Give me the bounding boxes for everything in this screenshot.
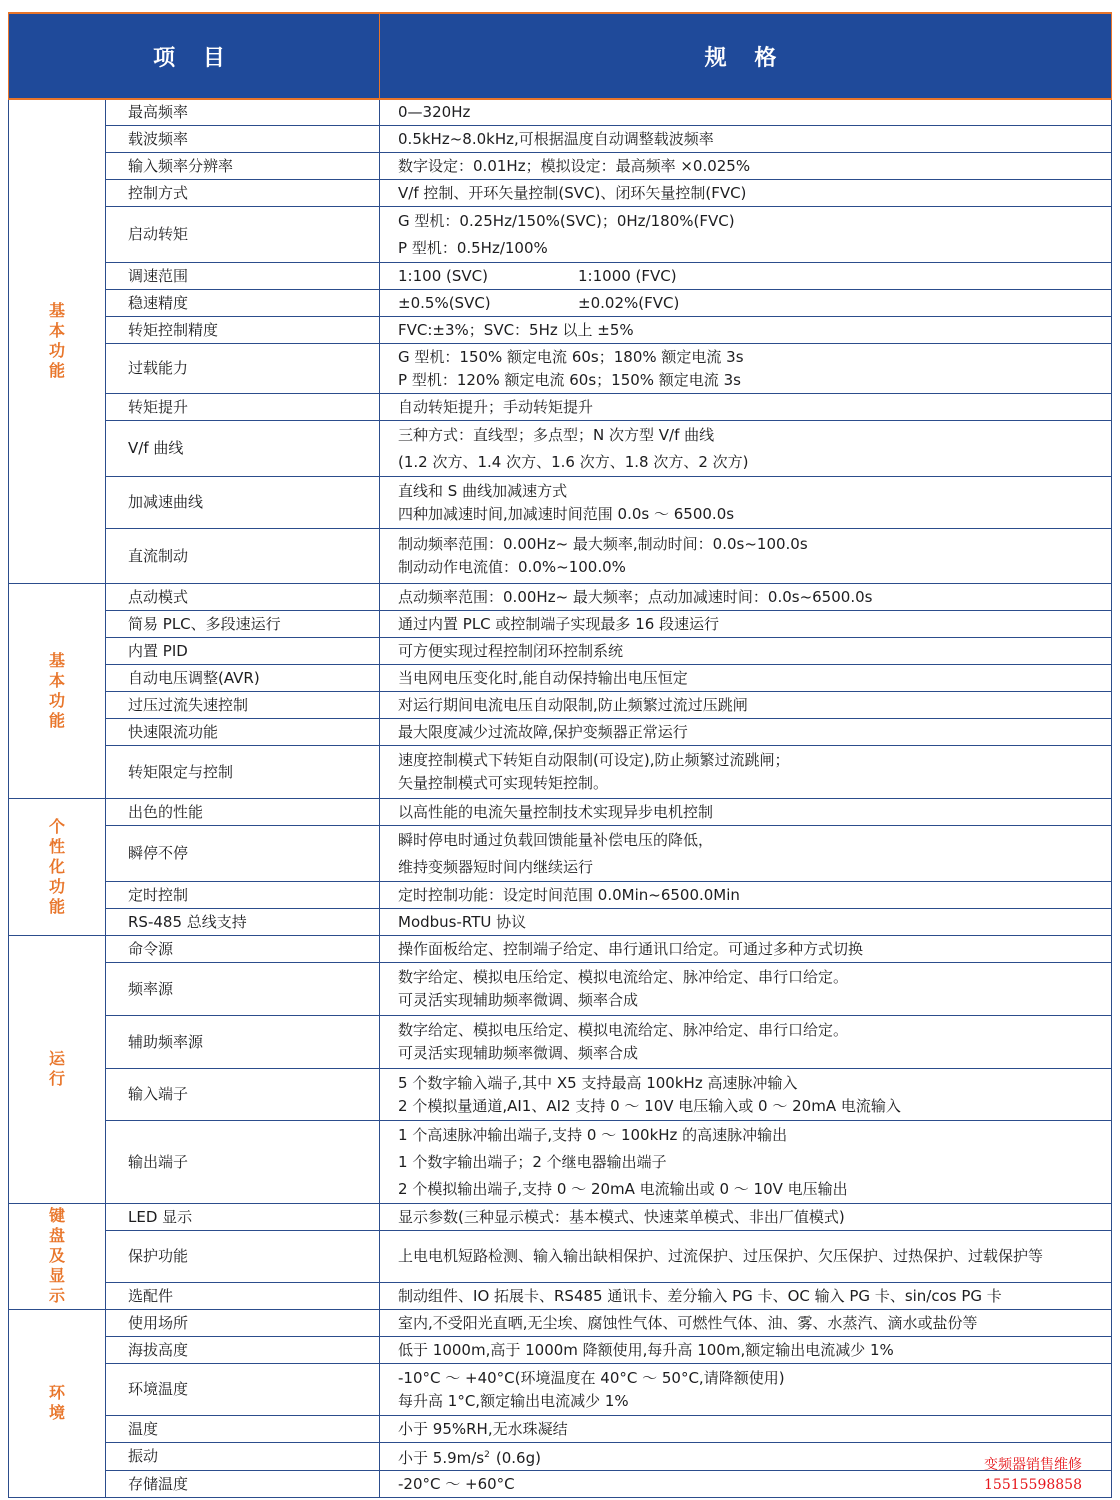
table-row — [9, 289, 1112, 316]
item-label: RS-485 总线支持 — [128, 912, 247, 931]
item-label: 转矩控制精度 — [128, 320, 219, 339]
spec-line: 每升高 1°C,额定输出电流减少 1% — [398, 1391, 629, 1410]
table-row — [9, 1203, 1112, 1230]
table-row — [9, 637, 1112, 664]
spec-lines — [398, 884, 1103, 907]
item-label: 选配件 — [128, 1286, 174, 1305]
item-cell — [106, 125, 380, 152]
spec-line: -10°C ～ +40°C(环境温度在 40°C ～ 50°C,请降额使用) — [398, 1368, 785, 1387]
spec-cell — [380, 1363, 1112, 1415]
spec-cell — [380, 316, 1112, 343]
spec-line: 瞬时停电时通过负载回馈能量补偿电压的降低， — [398, 830, 714, 849]
spec-line: 1 个高速脉冲输出端子,支持 0 ～ 100kHz 的高速脉冲输出 — [398, 1125, 788, 1144]
spec-lines — [398, 966, 1103, 1012]
item-label: 直流制动 — [128, 546, 189, 565]
spec-cell — [380, 99, 1112, 125]
spec-cell — [380, 935, 1112, 962]
item-label: 辅助频率源 — [128, 1032, 204, 1051]
spec-line: 定时控制功能：设定时间范围 0.0Min~6500.0Min — [398, 885, 740, 904]
spec-line: 直线和 S 曲线加减速方式 — [398, 481, 568, 500]
table-row — [9, 935, 1112, 962]
spec-lines — [398, 1206, 1103, 1229]
spec-line: 2 个模拟量通道,AI1、AI2 支持 0 ～ 10V 电压输入或 0 ～ 20mA 电流输入 — [398, 1096, 901, 1115]
spec-cell — [380, 393, 1112, 420]
spec-line: 1 个数字输出端子；2 个继电器输出端子 — [398, 1152, 667, 1171]
spec-cell — [380, 420, 1112, 476]
item-cell — [106, 908, 380, 935]
spec-lines — [398, 827, 1103, 881]
spec-cell — [380, 1120, 1112, 1203]
spec-lines — [398, 613, 1103, 636]
category-cell — [9, 1203, 106, 1309]
spec-lines — [398, 938, 1103, 961]
item-label: 保护功能 — [128, 1247, 189, 1265]
table-header — [9, 13, 1112, 99]
spec-line: 低于 1000m,高于 1000m 降额使用,每升高 100m,额定输出电流减少 1% — [398, 1340, 894, 1359]
spec-cell — [380, 610, 1112, 637]
spec-part: ±0.02%(FVC) — [578, 293, 680, 312]
item-label: 启动转矩 — [128, 225, 189, 243]
table-row — [9, 1442, 1112, 1470]
spec-lines — [398, 101, 1103, 124]
spec-cell — [380, 289, 1112, 316]
spec-lines — [398, 911, 1103, 934]
spec-line: G 型机：0.25Hz/150%(SVC)；0Hz/180%(FVC) — [398, 211, 735, 230]
item-label: 自动电压调整(AVR) — [128, 668, 260, 687]
category-label: 运行 — [48, 1049, 65, 1088]
item-cell — [106, 99, 380, 125]
category-cell — [9, 798, 106, 935]
category-label: 基本功能 — [48, 301, 65, 381]
item-label: 振动 — [128, 1447, 159, 1465]
item-cell — [106, 935, 380, 962]
spec-lines — [398, 396, 1103, 419]
spec-line: 可灵活实现辅助频率微调、频率合成 — [398, 991, 639, 1009]
table-row — [9, 1230, 1112, 1282]
spec-cell — [380, 962, 1112, 1015]
item-label: 加减速曲线 — [128, 493, 204, 511]
table-row — [9, 1068, 1112, 1120]
item-cell — [106, 1230, 380, 1282]
item-label: LED 显示 — [128, 1207, 193, 1226]
spec-lines — [398, 640, 1103, 663]
spec-lines — [398, 533, 1103, 579]
table-row — [9, 1015, 1112, 1068]
spec-line: 小于 95%RH,无水珠凝结 — [398, 1419, 568, 1438]
superscript: 2 — [484, 1449, 490, 1460]
spec-cell — [380, 908, 1112, 935]
table-row — [9, 798, 1112, 825]
spec-cell — [380, 718, 1112, 745]
item-cell — [106, 1363, 380, 1415]
spec-cell — [380, 1230, 1112, 1282]
table-row — [9, 179, 1112, 206]
spec-line: 5 个数字输入端子,其中 X5 支持最高 100kHz 高速脉冲输入 — [398, 1073, 798, 1092]
spec-line: 数字设定：0.01Hz；模拟设定：最高频率 ×0.025% — [398, 156, 751, 175]
item-label: 内置 PID — [128, 641, 188, 660]
item-label: 出色的性能 — [128, 802, 204, 821]
item-label: 海拔高度 — [128, 1340, 189, 1359]
table-row — [9, 664, 1112, 691]
item-cell — [106, 1120, 380, 1203]
table-row — [9, 262, 1112, 289]
spec-cell — [380, 637, 1112, 664]
spec-cell — [380, 1282, 1112, 1309]
spec-line: 可方便实现过程控制闭环控制系统 — [398, 641, 624, 660]
spec-part: 1:1000 (FVC) — [578, 266, 677, 285]
spec-line: (1.2 次方、1.4 次方、1.6 次方、1.8 次方、2 次方) — [398, 452, 749, 471]
item-label: 定时控制 — [128, 885, 189, 904]
item-label: 点动模式 — [128, 587, 189, 606]
spec-lines — [398, 1019, 1103, 1065]
table-row — [9, 583, 1112, 610]
table-row — [9, 610, 1112, 637]
spec-lines — [398, 586, 1103, 609]
spec-lines — [398, 1072, 1103, 1118]
spec-line: 显示参数(三种显示模式：基本模式、快速菜单模式、非出厂值模式) — [398, 1207, 845, 1226]
item-cell — [106, 289, 380, 316]
spec-lines — [398, 346, 1103, 392]
spec-part: (0.6g) — [495, 1448, 541, 1467]
table-row — [9, 881, 1112, 908]
spec-line: 自动转矩提升；手动转矩提升 — [398, 397, 594, 416]
item-label: 载波频率 — [128, 129, 189, 148]
item-cell — [106, 1068, 380, 1120]
spec-line: 操作面板给定、控制端子给定、串行通讯口给定。可通过多种方式切换 — [398, 939, 864, 958]
spec-cell — [380, 1415, 1112, 1442]
table-row — [9, 1282, 1112, 1309]
item-cell — [106, 583, 380, 610]
table-row — [9, 962, 1112, 1015]
item-cell — [106, 825, 380, 881]
table-row — [9, 1470, 1112, 1497]
category-label: 基本功能 — [48, 650, 65, 730]
spec-line: V/f 控制、开环矢量控制(SVC)、闭环矢量控制(FVC) — [398, 183, 747, 202]
table-row — [9, 745, 1112, 798]
spec-line: FVC:±3%；SVC：5Hz 以上 ±5% — [398, 320, 634, 339]
spec-lines — [398, 721, 1103, 744]
table-row — [9, 393, 1112, 420]
item-cell — [106, 1336, 380, 1363]
spec-cell — [380, 262, 1112, 289]
spec-cell — [380, 825, 1112, 881]
item-label: 输入频率分辨率 — [128, 156, 234, 175]
item-cell — [106, 420, 380, 476]
spec-lines — [398, 694, 1103, 717]
watermark — [984, 1455, 1082, 1495]
item-cell — [106, 798, 380, 825]
item-cell — [106, 637, 380, 664]
spec-lines — [398, 422, 1103, 476]
table-row — [9, 1120, 1112, 1203]
spec-cell — [380, 881, 1112, 908]
spec-line: P 型机：120% 额定电流 60s；150% 额定电流 3s — [398, 370, 741, 389]
category-label: 环境 — [48, 1383, 65, 1422]
item-label: 稳速精度 — [128, 293, 189, 312]
spec-line: Modbus-RTU 协议 — [398, 912, 527, 931]
item-cell — [106, 179, 380, 206]
spec-line: 对运行期间电流电压自动限制,防止频繁过流过压跳闸 — [398, 695, 748, 714]
item-label: 转矩提升 — [128, 397, 189, 416]
spec-line: P 型机：0.5Hz/100% — [398, 238, 548, 257]
item-cell — [106, 476, 380, 528]
item-label: 简易 PLC、多段速运行 — [128, 614, 281, 633]
item-cell — [106, 152, 380, 179]
spec-line: 可灵活实现辅助频率微调、频率合成 — [398, 1044, 639, 1062]
table-row — [9, 528, 1112, 583]
table-row — [9, 908, 1112, 935]
item-cell — [106, 745, 380, 798]
spec-cell — [380, 798, 1112, 825]
item-cell — [106, 664, 380, 691]
item-label: 温度 — [128, 1419, 159, 1438]
item-label: 控制方式 — [128, 183, 189, 202]
table-body — [9, 99, 1112, 1497]
header-item-column: 项 目 — [9, 13, 380, 99]
category-cell — [9, 99, 106, 583]
spec-cell — [380, 528, 1112, 583]
spec-line: 室内,不受阳光直晒,无尘埃、腐蚀性气体、可燃性气体、油、雾、水蒸汽、滴水或盐份等 — [398, 1313, 978, 1332]
spec-cell — [380, 1015, 1112, 1068]
spec-cell — [380, 152, 1112, 179]
spec-line: 数字给定、模拟电压给定、模拟电流给定、脉冲给定、串行口给定。 — [398, 968, 849, 986]
spec-part: 小于 5.9m/s — [398, 1448, 485, 1467]
spec-cell — [380, 179, 1112, 206]
table-row — [9, 1309, 1112, 1336]
table-row — [9, 718, 1112, 745]
spec-line: 上电电机短路检测、输入输出缺相保护、过流保护、过压保护、欠压保护、过热保护、过载保护等 — [398, 1247, 1044, 1265]
item-label: 过载能力 — [128, 359, 189, 377]
table-row — [9, 99, 1112, 125]
spec-line: 制动组件、IO 拓展卡、RS485 通讯卡、差分输入 PG 卡、OC 输入 PG 卡、sin/cos PG 卡 — [398, 1286, 1002, 1305]
spec-line: 制动动作电流值：0.0%~100.0% — [398, 558, 626, 576]
category-cell — [9, 583, 106, 798]
item-cell — [106, 343, 380, 393]
table-row — [9, 476, 1112, 528]
table-row — [9, 125, 1112, 152]
spec-lines — [398, 155, 1103, 178]
spec-line: 维持变频器短时间内继续运行 — [398, 857, 594, 876]
item-label: 输入端子 — [128, 1085, 189, 1103]
spec-cell — [380, 664, 1112, 691]
item-label: 最高频率 — [128, 103, 189, 122]
spec-cell — [380, 745, 1112, 798]
item-cell — [106, 1470, 380, 1497]
table-row — [9, 1336, 1112, 1363]
item-label: 环境温度 — [128, 1380, 189, 1398]
table-row — [9, 316, 1112, 343]
spec-cell — [380, 1336, 1112, 1363]
spec-line: 当电网电压变化时,能自动保持输出电压恒定 — [398, 668, 688, 687]
item-label: 输出端子 — [128, 1152, 189, 1171]
watermark-phone: 15515598858 — [984, 1477, 1082, 1493]
item-cell — [106, 1309, 380, 1336]
spec-cell — [380, 343, 1112, 393]
item-label: 使用场所 — [128, 1313, 189, 1332]
spec-line: 0—320Hz — [398, 103, 471, 122]
spec-cell — [380, 1068, 1112, 1120]
spec-cell — [380, 691, 1112, 718]
item-cell — [106, 1442, 380, 1470]
header-spec-column: 规 格 — [380, 13, 1112, 99]
spec-table — [8, 12, 1112, 1498]
item-cell — [106, 316, 380, 343]
item-label: 频率源 — [128, 979, 174, 998]
spec-line: 通过内置 PLC 或控制端子实现最多 16 段速运行 — [398, 614, 720, 633]
category-label: 个性化功能 — [48, 816, 65, 916]
item-cell — [106, 962, 380, 1015]
item-cell — [106, 1282, 380, 1309]
spec-line — [398, 265, 1103, 288]
item-label: 存储温度 — [128, 1474, 189, 1493]
item-cell — [106, 610, 380, 637]
item-label: 命令源 — [128, 939, 174, 958]
spec-lines — [398, 1367, 1103, 1413]
spec-line: 制动频率范围：0.00Hz~ 最大频率,制动时间：0.0s~100.0s — [398, 535, 808, 553]
spec-part: ±0.5%(SVC) — [398, 293, 491, 312]
category-cell — [9, 1309, 106, 1497]
spec-line: 速度控制模式下转矩自动限制(可设定),防止频繁过流跳闸； — [398, 751, 790, 769]
spec-lines — [398, 1285, 1103, 1308]
spec-line: G 型机：150% 额定电流 60s；180% 额定电流 3s — [398, 347, 744, 366]
spec-line: 以高性能的电流矢量控制技术实现异步电机控制 — [398, 802, 714, 821]
item-cell — [106, 262, 380, 289]
spec-lines — [398, 480, 1103, 526]
spec-lines — [398, 208, 1103, 262]
spec-line: -20°C ～ +60°C — [398, 1474, 515, 1493]
spec-lines — [398, 667, 1103, 690]
spec-line: 点动频率范围：0.00Hz~ 最大频率；点动加减速时间：0.0s~6500.0s — [398, 587, 873, 606]
item-cell — [106, 528, 380, 583]
item-cell — [106, 691, 380, 718]
table-row — [9, 206, 1112, 262]
category-cell — [9, 935, 106, 1203]
item-label: 转矩限定与控制 — [128, 762, 234, 781]
spec-line: 数字给定、模拟电压给定、模拟电流给定、脉冲给定、串行口给定。 — [398, 1021, 849, 1039]
item-cell — [106, 206, 380, 262]
spec-lines — [398, 1339, 1103, 1362]
item-label: 过压过流失速控制 — [128, 695, 249, 714]
spec-part: 1:100 (SVC) — [398, 266, 488, 285]
table-row — [9, 1363, 1112, 1415]
table-row — [9, 1415, 1112, 1442]
spec-line: 0.5kHz~8.0kHz,可根据温度自动调整载波频率 — [398, 129, 714, 148]
item-label: V/f 曲线 — [128, 439, 184, 457]
spec-line: 三种方式：直线型；多点型；N 次方型 V/f 曲线 — [398, 425, 715, 444]
spec-lines — [398, 1245, 1103, 1268]
spec-lines — [398, 1418, 1103, 1441]
spec-cell — [380, 583, 1112, 610]
spec-lines — [398, 128, 1103, 151]
spec-cell — [380, 476, 1112, 528]
table-row — [9, 420, 1112, 476]
spec-lines — [398, 801, 1103, 824]
item-label: 瞬停不停 — [128, 844, 189, 862]
spec-cell — [380, 206, 1112, 262]
item-cell — [106, 1015, 380, 1068]
spec-cell — [380, 125, 1112, 152]
item-cell — [106, 1203, 380, 1230]
watermark-text: 变频器销售维修 — [984, 1457, 1082, 1473]
spec-line: 矢量控制模式可实现转矩控制。 — [398, 774, 609, 792]
spec-lines — [398, 182, 1103, 205]
item-cell — [106, 393, 380, 420]
spec-cell — [380, 1203, 1112, 1230]
spec-lines — [398, 319, 1103, 342]
spec-lines — [398, 1122, 1103, 1203]
spec-cell — [380, 1309, 1112, 1336]
item-cell — [106, 881, 380, 908]
spec-line: 2 个模拟输出端子,支持 0 ～ 20mA 电流输出或 0 ～ 10V 电压输出 — [398, 1179, 848, 1198]
table-row — [9, 343, 1112, 393]
item-label: 调速范围 — [128, 266, 189, 285]
item-cell — [106, 1415, 380, 1442]
table-row — [9, 691, 1112, 718]
spec-line — [398, 292, 1103, 315]
spec-lines — [398, 749, 1103, 795]
table-row — [9, 152, 1112, 179]
item-label: 快速限流功能 — [128, 722, 219, 741]
spec-line: 最大限度减少过流故障,保护变频器正常运行 — [398, 722, 688, 741]
spec-line: 四种加减速时间,加减速时间范围 0.0s ～ 6500.0s — [398, 504, 735, 523]
category-label: 键盘及显示 — [48, 1206, 65, 1305]
table-row — [9, 825, 1112, 881]
spec-lines — [398, 1312, 1103, 1335]
item-cell — [106, 718, 380, 745]
